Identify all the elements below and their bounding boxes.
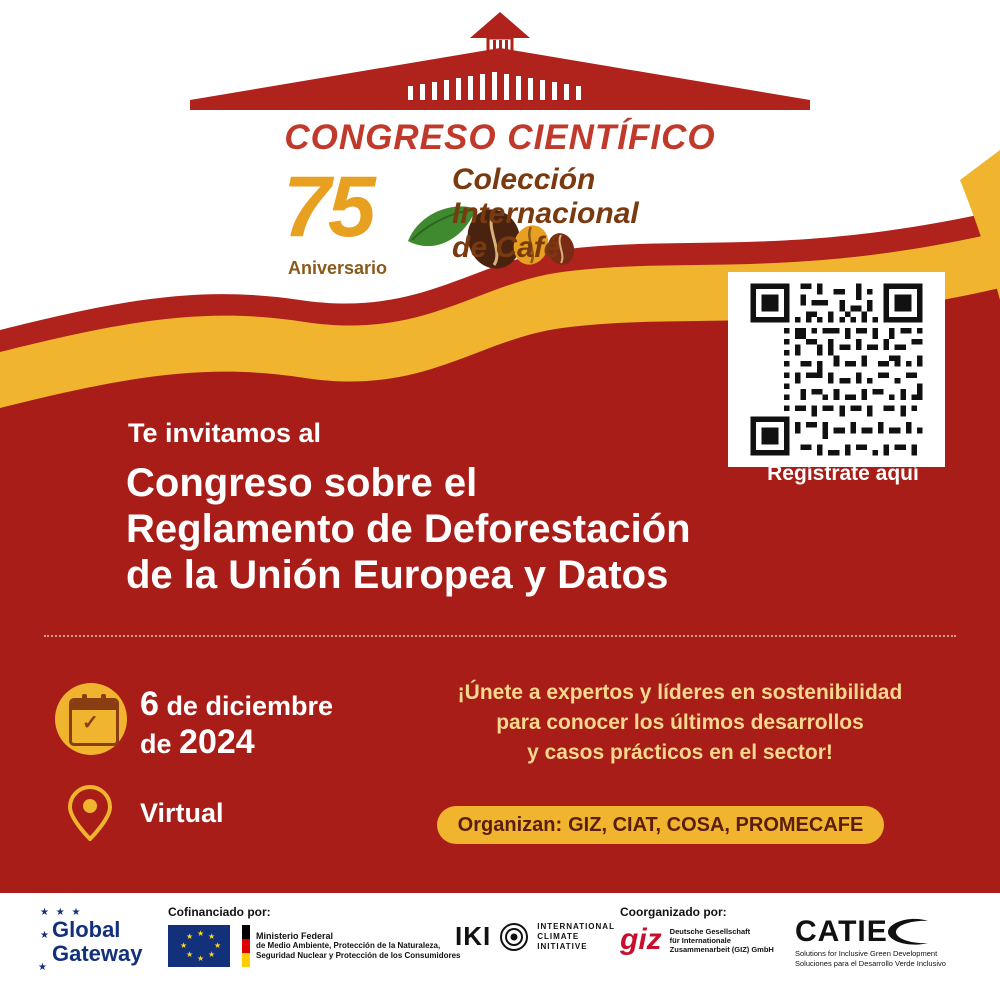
iki-logo xyxy=(455,921,615,952)
ministry-line-3: Seguridad Nuclear y Protección de los Consumidores xyxy=(256,951,461,960)
collection-line-3: de Café xyxy=(452,231,561,264)
global-gateway-star-left: ★ xyxy=(40,930,49,941)
cofinanced-label xyxy=(168,905,271,919)
organizers-label: Organizan: xyxy=(457,813,563,836)
catie-abbrev: CATIE xyxy=(795,915,888,948)
cofinanced-label-text: Cofinanciado por: xyxy=(168,905,271,919)
event-modality: Virtual xyxy=(140,798,224,828)
qr-caption: Regístrate aquí xyxy=(767,462,919,485)
global-gateway-line-2: Gateway xyxy=(51,941,143,966)
anniversary-word: Aniversario xyxy=(288,258,388,278)
congress-logo-header xyxy=(0,0,1000,300)
giz-abbrev: giz xyxy=(620,923,662,956)
collection-line-2: Internacional xyxy=(452,197,639,230)
qr-code-image[interactable] xyxy=(734,278,939,461)
global-gateway-logo xyxy=(40,907,142,973)
event-date-month: de diciembre xyxy=(166,691,333,721)
event-title-line-3: de la Unión Europea y Datos xyxy=(126,553,669,597)
location-pin-icon xyxy=(68,785,112,841)
ministry-line-2: de Medio Ambiente, Protección de la Naturaleza, xyxy=(256,941,441,950)
global-gateway-line-1: Global xyxy=(51,917,121,942)
anniversary-number: 75 xyxy=(283,159,373,255)
catie-line-2: Soluciones para el Desarrollo Verde Inclusivo xyxy=(795,958,946,968)
calendar-icon: ✓ xyxy=(55,683,127,755)
footer-logos xyxy=(0,893,1000,983)
iki-line-2: CLIMATE xyxy=(537,931,580,941)
eu-flag-icon: ★ ★ ★ ★ ★ ★ ★ ★ xyxy=(168,925,230,967)
organizers-badge xyxy=(437,806,884,844)
iki-abbrev: IKI xyxy=(455,921,492,951)
germany-flag-icon xyxy=(242,925,250,967)
roof-illustration-icon xyxy=(170,8,830,118)
organizers-list: GIZ, CIAT, COSA, PROMECAFE xyxy=(568,813,864,836)
invite-line: Te invitamos al xyxy=(128,418,322,448)
giz-logo xyxy=(620,923,774,957)
coordinated-label xyxy=(620,905,727,919)
global-gateway-stars: ★ ★ ★ xyxy=(40,907,83,918)
collection-title xyxy=(452,163,752,265)
congress-title: CONGRESO CIENTÍFICO xyxy=(284,118,716,157)
event-blurb-line-3: y casos prácticos en el sector! xyxy=(527,741,833,764)
event-date xyxy=(140,686,333,762)
event-date-year: 2024 xyxy=(179,723,255,761)
event-title xyxy=(126,460,916,598)
catie-line-1: Solutions for Inclusive Green Development xyxy=(795,949,938,958)
iki-globe-icon xyxy=(499,922,529,952)
global-gateway-star-bottom: ★ xyxy=(38,962,49,973)
section-divider xyxy=(44,635,956,637)
giz-line-2: für Internationale xyxy=(669,935,731,945)
event-title-line-1: Congreso sobre el xyxy=(126,461,478,505)
eu-german-ministry-logo xyxy=(168,925,461,967)
event-date-day: 6 xyxy=(140,685,159,723)
iki-line-3: INITIATIVE xyxy=(537,941,588,951)
event-title-line-2: Reglamento de Deforestación xyxy=(126,507,691,551)
qr-code[interactable] xyxy=(728,272,945,467)
giz-line-3: Zusammenarbeit (GIZ) GmbH xyxy=(669,944,774,954)
iki-line-1: INTERNATIONAL xyxy=(537,921,615,931)
event-date-year-prefix: de xyxy=(140,729,172,759)
event-blurb-line-2: para conocer los últimos desarrollos xyxy=(496,711,864,734)
giz-line-1: Deutsche Gesellschaft xyxy=(669,926,751,936)
event-blurb-line-1: ¡Únete a expertos y líderes en sostenibilidad xyxy=(457,681,903,704)
event-blurb xyxy=(400,678,960,768)
ministry-line-1: Ministerio Federal xyxy=(256,931,334,941)
catie-logo xyxy=(795,915,946,968)
catie-swoosh-icon xyxy=(882,917,930,947)
collection-line-1: Colección xyxy=(452,163,596,196)
coordinated-label-text: Coorganizado por: xyxy=(620,905,727,919)
